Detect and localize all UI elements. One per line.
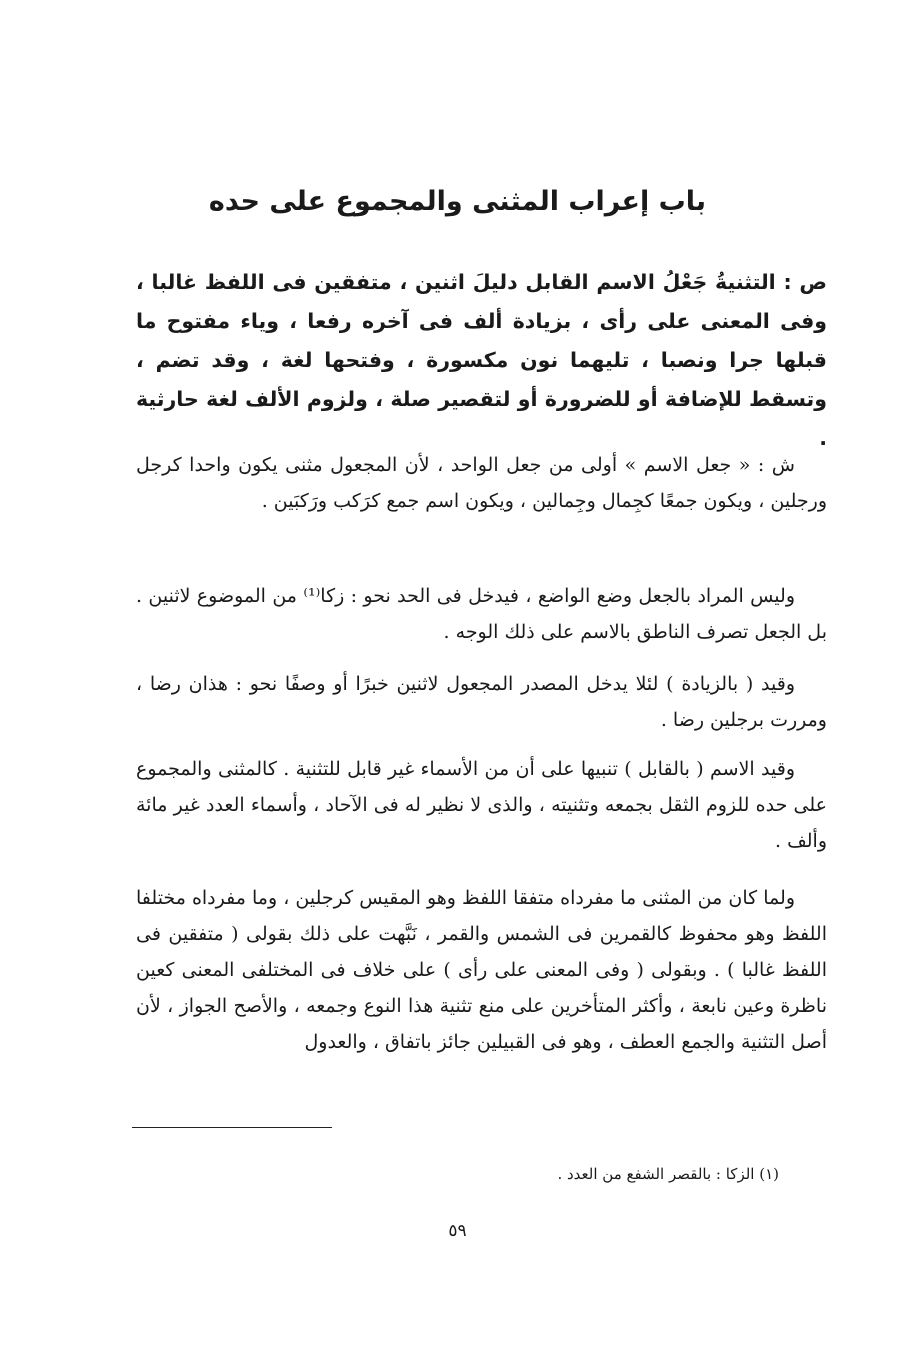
page-number: ٥٩ (448, 1221, 467, 1241)
commentary-paragraph-1: ش : « جعل الاسم » أولى من جعل الواحد ، لأن المجعول مثنى يكون واحدا كرجل ورجلين ، ويكون جمعًا كجِمال وجِمالين ، ويكون اسم جمع كرَكب ورَكبَين . (136, 454, 827, 512)
commentary-paragraph-2: وليس المراد بالجعل وضع الواضع ، فيدخل فى الحد نحو : زكا⁽¹⁾ من الموضوع لاثنين . بل الجعل تصرف الناطق بالاسم على ذلك الوجه . (136, 585, 827, 643)
footnote: (١) الزكا : بالقصر الشفع من العدد . (557, 1165, 779, 1183)
footnote-separator (132, 1127, 332, 1128)
commentary-paragraph-4: وقيد الاسم ( بالقابل ) تنبيها على أن من الأسماء غير قابل للتثنية . كالمثنى والمجموع على حده للزوم الثقل بجمعه وتثنيته ، والذى لا نظير له فى الآحاد ، وأسماء العدد غير مائة وألف . (136, 758, 827, 852)
commentary-paragraph-5: ولما كان من المثنى ما مفرداه متفقا اللفظ وهو المقيس كرجلين ، وما مفرداه مختلفا اللفظ وهو محفوظ كالقمرين فى الشمس والقمر ، نَبَّهت على ذلك بقولى ( متفقين فى اللفظ غالبا ) . وبقولى ( وفى المعنى على رأى ) على خلاف فى المختلفى المعنى كعين ناظرة وعين نابعة ، وأكثر المتأخرين على منع تثنية هذا النوع وجمعه ، والأصح الجواز ، لأن أصل التثنية والجمع العطف ، وهو فى القبيلين جائز باتفاق ، والعدول (136, 887, 827, 1053)
commentary-paragraph-3: وقيد ( بالزيادة ) لئلا يدخل المصدر المجعول لاثنين خبرًا أو وصفًا نحو : هذان رضا ، ومررت برجلين رضا . (136, 673, 827, 731)
chapter-title: باب إعراب المثنى والمجموع على حده (208, 186, 707, 217)
matn-paragraph: ص : التثنيةُ جَعْلُ الاسم القابل دليلَ اثنين ، متفقين فى اللفظ غالبا ، وفى المعنى على رأى ، بزيادة ألف فى آخره رفعا ، وياء مفتوح ما قبلها جرا ونصبا ، تليهما نون مكسورة ، وفتحها لغة ، وقد تضم ، وتسقط للإضافة أو للضرورة أو لتقصير صلة ، ولزوم الألف لغة حارثية . (136, 270, 827, 450)
